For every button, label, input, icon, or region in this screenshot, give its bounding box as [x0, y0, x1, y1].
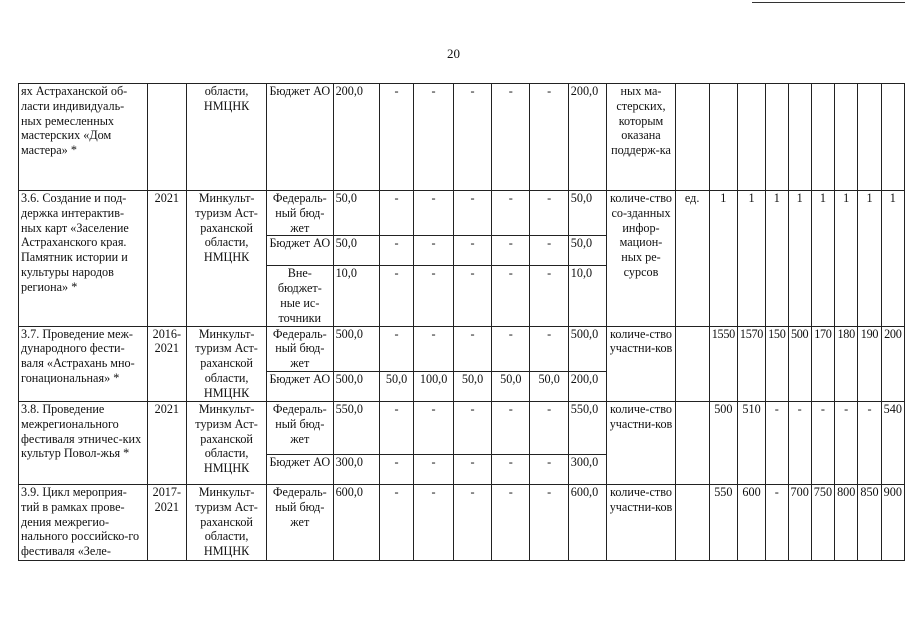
target-value: 190	[858, 326, 881, 401]
target-value: 1	[709, 191, 737, 327]
target-value: 750	[811, 484, 834, 560]
year-value: -	[414, 484, 454, 560]
year-value: 100,0	[414, 371, 454, 401]
target-value: 800	[835, 484, 858, 560]
target-value	[881, 84, 904, 191]
header-rule	[752, 2, 905, 3]
executor-cell: Минкульт-туризм Аст-раханской области, НМЦНК	[187, 401, 267, 484]
unit-cell	[675, 326, 709, 401]
year-value: 50,0	[379, 371, 414, 401]
target-value	[788, 84, 811, 191]
years-cell: 2021	[147, 401, 187, 484]
year-value: 50,0	[568, 236, 607, 266]
unit-cell: ед.	[675, 191, 709, 327]
year-value: -	[453, 191, 491, 236]
total-cell: 50,0	[333, 191, 379, 236]
total-cell: 50,0	[333, 236, 379, 266]
year-value: -	[453, 326, 491, 371]
year-value: -	[414, 236, 454, 266]
year-value: -	[414, 326, 454, 371]
year-value: 50,0	[530, 371, 568, 401]
target-value: 510	[737, 401, 765, 484]
executor-cell: Минкульт-туризм Аст-раханской области, НМЦНК	[187, 191, 267, 327]
year-value: -	[530, 401, 568, 454]
program-table	[18, 83, 905, 561]
table-row	[19, 84, 905, 191]
page-number: 20	[447, 46, 460, 61]
year-value: -	[379, 326, 414, 371]
total-cell: 500,0	[333, 326, 379, 371]
year-value: -	[379, 454, 414, 484]
year-value: -	[379, 191, 414, 236]
target-value: 1	[881, 191, 904, 327]
unit-cell	[675, 484, 709, 560]
target-value	[709, 84, 737, 191]
target-value: 550	[709, 484, 737, 560]
target-value	[737, 84, 765, 191]
table-row	[19, 191, 905, 236]
year-value: -	[530, 84, 568, 191]
source-cell: Бюджет АО	[267, 84, 334, 191]
year-value: -	[379, 84, 414, 191]
target-value: -	[811, 401, 834, 484]
year-value: -	[453, 266, 491, 326]
executor-cell: области, НМЦНК	[187, 84, 267, 191]
year-value: -	[530, 236, 568, 266]
target-value: 1570	[737, 326, 765, 401]
target-value: 700	[788, 484, 811, 560]
target-value: 1	[858, 191, 881, 327]
measure-name: 3.7. Проведение меж-дународного фести-валя «Астрахань мно-гонациональная» *	[19, 326, 148, 401]
year-value: 600,0	[568, 484, 607, 560]
years-cell: 2021	[147, 191, 187, 327]
year-value: -	[492, 191, 530, 236]
target-value: 500	[788, 326, 811, 401]
indicator-cell: ных ма-стерских, которым оказана поддерж-ка	[607, 84, 675, 191]
target-value	[811, 84, 834, 191]
year-value: -	[492, 84, 530, 191]
year-value: -	[492, 484, 530, 560]
unit-cell	[675, 401, 709, 484]
target-value: 540	[881, 401, 904, 484]
target-value: 850	[858, 484, 881, 560]
year-value: -	[453, 84, 491, 191]
year-value: -	[379, 401, 414, 454]
year-value: -	[414, 266, 454, 326]
year-value: 50,0	[492, 371, 530, 401]
source-cell: Бюджет АО	[267, 371, 334, 401]
unit-cell	[675, 84, 709, 191]
source-cell: Федераль-ный бюд-жет	[267, 484, 334, 560]
years-cell: 2016-2021	[147, 326, 187, 401]
total-cell: 600,0	[333, 484, 379, 560]
executor-cell: Минкульт-туризм Аст-раханской области, НМЦНК	[187, 326, 267, 401]
target-value: 500	[709, 401, 737, 484]
year-value: -	[530, 326, 568, 371]
total-cell: 200,0	[333, 84, 379, 191]
year-value: -	[530, 454, 568, 484]
year-value: 200,0	[568, 371, 607, 401]
years-cell	[147, 84, 187, 191]
year-value: 300,0	[568, 454, 607, 484]
year-value: -	[414, 191, 454, 236]
target-value: 600	[737, 484, 765, 560]
year-value: -	[414, 454, 454, 484]
year-value: 10,0	[568, 266, 607, 326]
year-value: -	[453, 236, 491, 266]
year-value: -	[492, 326, 530, 371]
year-value: 200,0	[568, 84, 607, 191]
target-value: 1	[811, 191, 834, 327]
indicator-cell: количе-ство со-зданных инфор-мацион-ных ре-сурсов	[607, 191, 675, 327]
measure-name: 3.8. Проведение межрегионального фестиваля этничес-ких культур Повол-жья *	[19, 401, 148, 484]
year-value: -	[379, 266, 414, 326]
years-cell: 2017-2021	[147, 484, 187, 560]
target-value: 1	[737, 191, 765, 327]
year-value: 550,0	[568, 401, 607, 454]
target-value: -	[766, 484, 788, 560]
table-row	[19, 484, 905, 560]
year-value: -	[492, 401, 530, 454]
source-cell: Федераль-ный бюд-жет	[267, 191, 334, 236]
target-value: 1	[788, 191, 811, 327]
year-value: -	[453, 484, 491, 560]
target-value: 1550	[709, 326, 737, 401]
measure-name: ях Астраханской об-ласти индивидуаль-ных ремесленных мастерских «Дом мастера» *	[19, 84, 148, 191]
measure-name: 3.6. Создание и под-держка интерактив-ных карт «Заселение Астраханского края. Памятник истории и культуры народов региона» *	[19, 191, 148, 327]
year-value: 500,0	[568, 326, 607, 371]
year-value: -	[492, 266, 530, 326]
target-value: 170	[811, 326, 834, 401]
source-cell: Федераль-ный бюд-жет	[267, 326, 334, 371]
source-cell: Бюджет АО	[267, 454, 334, 484]
indicator-cell: количе-ство участни-ков	[607, 326, 675, 401]
year-value: -	[453, 454, 491, 484]
year-value: 50,0	[453, 371, 491, 401]
year-value: -	[492, 454, 530, 484]
year-value: -	[530, 266, 568, 326]
total-cell: 10,0	[333, 266, 379, 326]
target-value: -	[858, 401, 881, 484]
target-value	[858, 84, 881, 191]
target-value: 150	[766, 326, 788, 401]
total-cell: 550,0	[333, 401, 379, 454]
target-value	[835, 84, 858, 191]
measure-name: 3.9. Цикл мероприя-тий в рамках прове-дения межрегио-нального российско-го фестиваля «Зеле-	[19, 484, 148, 560]
target-value	[766, 84, 788, 191]
target-value: 180	[835, 326, 858, 401]
year-value: -	[492, 236, 530, 266]
total-cell: 500,0	[333, 371, 379, 401]
year-value: -	[453, 401, 491, 454]
target-value: 1	[835, 191, 858, 327]
total-cell: 300,0	[333, 454, 379, 484]
target-value: -	[835, 401, 858, 484]
target-value: 1	[766, 191, 788, 327]
year-value: 50,0	[568, 191, 607, 236]
source-cell: Федераль-ный бюд-жет	[267, 401, 334, 454]
executor-cell: Минкульт-туризм Аст-раханской области, НМЦНК	[187, 484, 267, 560]
year-value: -	[530, 191, 568, 236]
source-cell: Вне-бюджет-ные ис-точники	[267, 266, 334, 326]
year-value: -	[379, 236, 414, 266]
indicator-cell: количе-ство участни-ков	[607, 401, 675, 484]
target-value: -	[766, 401, 788, 484]
target-value: 900	[881, 484, 904, 560]
target-value: 200	[881, 326, 904, 401]
year-value: -	[530, 484, 568, 560]
target-value: -	[788, 401, 811, 484]
table-row	[19, 401, 905, 454]
year-value: -	[379, 484, 414, 560]
indicator-cell: количе-ство участни-ков	[607, 484, 675, 560]
source-cell: Бюджет АО	[267, 236, 334, 266]
year-value: -	[414, 401, 454, 454]
year-value: -	[414, 84, 454, 191]
table-row	[19, 326, 905, 371]
